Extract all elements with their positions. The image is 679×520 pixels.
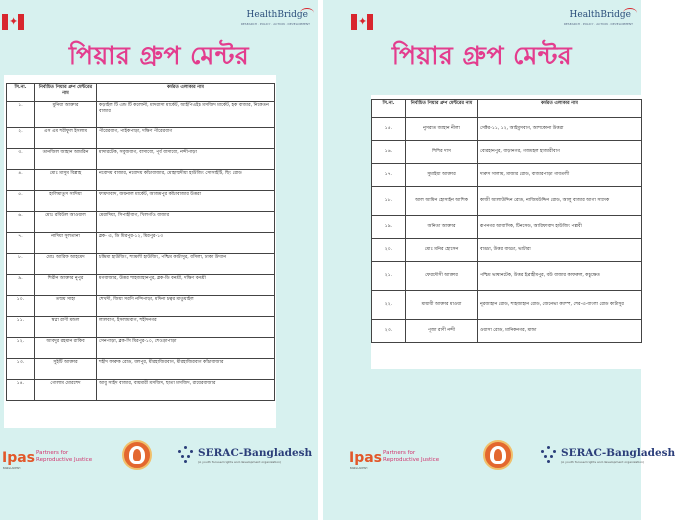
row-area: বোরহানপুর, বাড়ানগর, গজমহল হাজারীবাগ — [478, 141, 642, 164]
sponsor-footer — [323, 440, 676, 480]
header-mentor-name: নির্বাচিত পিয়ার গ্রুপ মেন্টরের নাম — [35, 84, 97, 102]
row-area: নূরজাহান রোড, শাহজাহান রোড, জেনেভা ক্যাম্প, শের-এ-বাংলা রোড কাটাসুর — [478, 291, 642, 320]
row-name: তানজিল জাহান আমরিন — [35, 149, 97, 170]
table-row — [7, 102, 275, 128]
row-serial: ১৩. — [7, 359, 35, 380]
row-name: নাদিয়া সুলতানা — [35, 233, 97, 254]
row-serial: ১০. — [7, 296, 35, 317]
poster-right — [323, 0, 676, 520]
row-name: শিরীন আক্তার নুপুর — [35, 275, 97, 296]
row-area: চন্দ্রিমা হাউজিং, শ্যামলী হাউজিং, পশ্চিম কাটাসুর, বসিলা, ঢাকা উদ্যান — [97, 254, 275, 275]
row-area: মাদারটেক, সবুজবাগ, বাসাবো, পূর্ব বাসাবো, নন্দীপাড়া — [97, 149, 275, 170]
table-header-row — [7, 84, 275, 102]
row-serial: ২. — [7, 128, 35, 149]
poster-title: পিয়ার গ্রুপ মেন্টর — [391, 41, 573, 70]
row-serial: ৩. — [7, 149, 35, 170]
healthbridge-tagline: RESEARCH · POLICY · ACTION · DEVELOPMENT — [240, 22, 310, 26]
row-name: শিশির দাস — [406, 141, 478, 164]
table-row — [372, 118, 642, 141]
ipas-wordmark: Ipas — [349, 450, 383, 466]
table-row — [7, 317, 275, 338]
row-name: নুসরাত জাহান নীলা — [406, 118, 478, 141]
canada-flag-icon: ✦ — [351, 14, 373, 30]
row-name: আল আমিন হোসাইন আশিক — [406, 187, 478, 216]
serac-wordmark: SERAC-Bangladesh — [561, 447, 676, 459]
ipas-tagline: Partners for Reproductive Justice — [383, 450, 440, 463]
row-area: ওয়াসা রোড, মানিকনগর, মান্ডা — [478, 320, 642, 343]
ipas-logo — [2, 446, 97, 474]
row-name: মোঃ রবিউল আওয়াল — [35, 212, 97, 233]
serac-logo — [539, 446, 679, 470]
canada-flag-icon: ✦ — [2, 14, 24, 30]
serac-sub: (A youth focused rights and development organization) — [561, 460, 645, 464]
row-serial: ১৬. — [372, 141, 406, 164]
row-area: কাজী আলাউদ্দিন রোড, নাজিমউদ্দিন রোড, আলু বাজার আগা সাদেক — [478, 187, 642, 216]
mentor-table-card — [4, 75, 276, 428]
row-name: সুমাইয়া আক্তার — [406, 164, 478, 187]
row-serial: ২৩. — [372, 320, 406, 343]
seal-logo — [483, 440, 513, 470]
row-name: এস এম শরীফুল ইসলাম — [35, 128, 97, 149]
row-serial: ২২. — [372, 291, 406, 320]
healthbridge-name: HealthBridge — [569, 10, 631, 20]
sponsor-footer — [0, 440, 318, 480]
table-header-row — [372, 100, 642, 118]
table-row — [372, 320, 642, 343]
row-name: গোলাম মোরশেদ — [35, 380, 97, 401]
table-row — [7, 170, 275, 191]
mentor-table — [6, 83, 275, 401]
ipas-wordmark: Ipas — [2, 450, 36, 466]
row-serial: ৬. — [7, 212, 35, 233]
row-area: পশ্চিম ভাষানটেক, উত্তর ইব্রাহীমপুর, বউ বাজার কাফরুল, কচুক্ষেত — [478, 262, 642, 291]
table-row — [7, 296, 275, 317]
row-serial: ১৮. — [372, 187, 406, 216]
row-area: সেক্টর-১১, ১২, আইমুসবাগ, আশকোনা উত্তরা — [478, 118, 642, 141]
table-row — [372, 239, 642, 262]
row-serial: ২১. — [372, 262, 406, 291]
table-row — [7, 338, 275, 359]
table-row — [7, 149, 275, 170]
ipas-logo — [349, 446, 444, 474]
row-name: স্বপ্না রাণী মন্ডল — [35, 317, 97, 338]
row-serial: ৯. — [7, 275, 35, 296]
serac-wordmark: SERAC-Bangladesh — [198, 447, 313, 459]
row-area: ফায়দাবাদ, জয়নাল মার্কেট, আজমপুর কাঁচাবাজার উত্তরা — [97, 191, 275, 212]
row-area: শহীদ ফারুক রোড, ধলপুর, মীরহাজিরবাগ, মীরহাজিরবাগ কাঁচাবাজার — [97, 359, 275, 380]
row-area: বাড্ডা, উত্তর বাড্ডা, ভাটারা — [478, 239, 642, 262]
table-row — [7, 212, 275, 233]
row-name: হালিমাতুস সাদিয়া — [35, 191, 97, 212]
poster-title: পিয়ার গ্রুপ মেন্টর — [68, 41, 250, 70]
seal-logo — [122, 440, 152, 470]
row-area: নবোদয় বাজার, নবোদয় কাঁচাবাজার, মোহাম্মদীয়া হাউজিং সোসাইটি, ছিং রোড — [97, 170, 275, 191]
serac-sub: (A youth focused rights and development organization) — [198, 460, 282, 464]
row-name: মোঃ মনির হোসেন — [406, 239, 478, 262]
row-name: আবদুর রহমান রাকিব — [35, 338, 97, 359]
row-serial: ৭. — [7, 233, 35, 254]
row-area: মগবাজার, উত্তর শাহজাহানপুর, ব্লক-ডি বনশ্রী, দক্ষিণ বনশ্রী — [97, 275, 275, 296]
header-area: কর্মরত এলাকার নাম — [478, 100, 642, 118]
row-area: ব্লক- এ, ডি মিরপুর-১২, মিরপুর-১৩ — [97, 233, 275, 254]
healthbridge-logo — [563, 10, 637, 32]
header-serial: সি.না. — [7, 84, 35, 102]
row-name: অনিতা আক্তার — [406, 216, 478, 239]
table-row — [372, 262, 642, 291]
healthbridge-name: HealthBridge — [246, 10, 308, 20]
poster-left — [0, 0, 318, 520]
header-serial: সি.না. — [372, 100, 406, 118]
row-serial: ১৫. — [372, 118, 406, 141]
row-area: মেরাদিয়া, সিপাহীবাগ, খিলগাঁও বাজার — [97, 212, 275, 233]
row-name: মোঃ মাসুম বিল্লাহ — [35, 170, 97, 191]
ipas-tagline: Partners for Reproductive Justice — [36, 450, 93, 463]
mentor-table-card — [371, 95, 641, 369]
table-row — [7, 275, 275, 296]
table-row — [7, 191, 275, 212]
row-area: কড়াইল টি এন্ড টি কলোনী, মাদরাসা মার্কেট, আইপিএইচ মসজিদ মার্কেট, হক বাজার, নিকেতন বাজার — [97, 102, 275, 128]
healthbridge-logo — [240, 10, 314, 32]
table-row — [7, 128, 275, 149]
row-name: সুইটি আক্তার — [35, 359, 97, 380]
row-area: দারুস সালাম, মাজার রোড, বাজারপাড়া গাবতলী — [478, 164, 642, 187]
row-serial: ১৯. — [372, 216, 406, 239]
row-serial: ১৪. — [7, 380, 35, 401]
table-row — [372, 291, 642, 320]
row-area: রূপনগর আবাসিক, টিনসেড, আরিফাবাদ হাউজিং পল্লবী — [478, 216, 642, 239]
table-row — [372, 141, 642, 164]
serac-logo — [176, 446, 316, 470]
row-serial: ১২. — [7, 338, 35, 359]
row-serial: ৪. — [7, 170, 35, 191]
ipas-sub: BANGLADESH — [3, 467, 21, 470]
mentor-table — [371, 99, 642, 343]
table-row — [7, 254, 275, 275]
serac-mark-icon — [176, 446, 196, 464]
healthbridge-tagline: RESEARCH · POLICY · ACTION · DEVELOPMENT — [563, 22, 633, 26]
table-row — [372, 164, 642, 187]
ipas-sub: BANGLADESH — [350, 467, 368, 470]
row-serial: ১১. — [7, 317, 35, 338]
row-serial: ১. — [7, 102, 35, 128]
serac-mark-icon — [539, 446, 559, 464]
row-serial: ১৭. — [372, 164, 406, 187]
row-name: ফেরদৌসী আক্তার — [406, 262, 478, 291]
row-area: সেনপাড়া, ব্লক-সি মিরপুর-১০, শেওড়াপাড়া — [97, 338, 275, 359]
row-name: মোঃ আরিফ আহমেদ — [35, 254, 97, 275]
row-serial: ২০. — [372, 239, 406, 262]
row-area: শেখদী, জিয়া সরণি নন্দিপাড়া, মদিনা চত্বর মাতুয়াইল — [97, 296, 275, 317]
header-area: কর্মরত এলাকার নাম — [97, 84, 275, 102]
table-row — [7, 380, 275, 401]
row-name: তন্ময় সাহা — [35, 296, 97, 317]
row-name: মায়াবী আক্তার মাওয়া — [406, 291, 478, 320]
table-row — [7, 359, 275, 380]
table-row — [372, 187, 642, 216]
row-serial: ৮. — [7, 254, 35, 275]
header-mentor-name: নির্বাচিত পিয়ার গ্রুপ মেন্টরের নাম — [406, 100, 478, 118]
row-name: মুনিয়া আক্তার — [35, 102, 97, 128]
row-area: পীরেরবাগ, পাইকপাড়া, দক্ষিণ পীরেরবাগ — [97, 128, 275, 149]
row-name: পূজা রাণী নন্দী — [406, 320, 478, 343]
row-area: লালবাগ, ইসলামবাগ, শহীদনগর — [97, 317, 275, 338]
table-row — [7, 233, 275, 254]
row-area: আবু সাইদ বাজার, বায়মারী মসজিদ, ছাতা মসজিদ, রায়েরবাজার — [97, 380, 275, 401]
row-serial: ৫. — [7, 191, 35, 212]
table-row — [372, 216, 642, 239]
